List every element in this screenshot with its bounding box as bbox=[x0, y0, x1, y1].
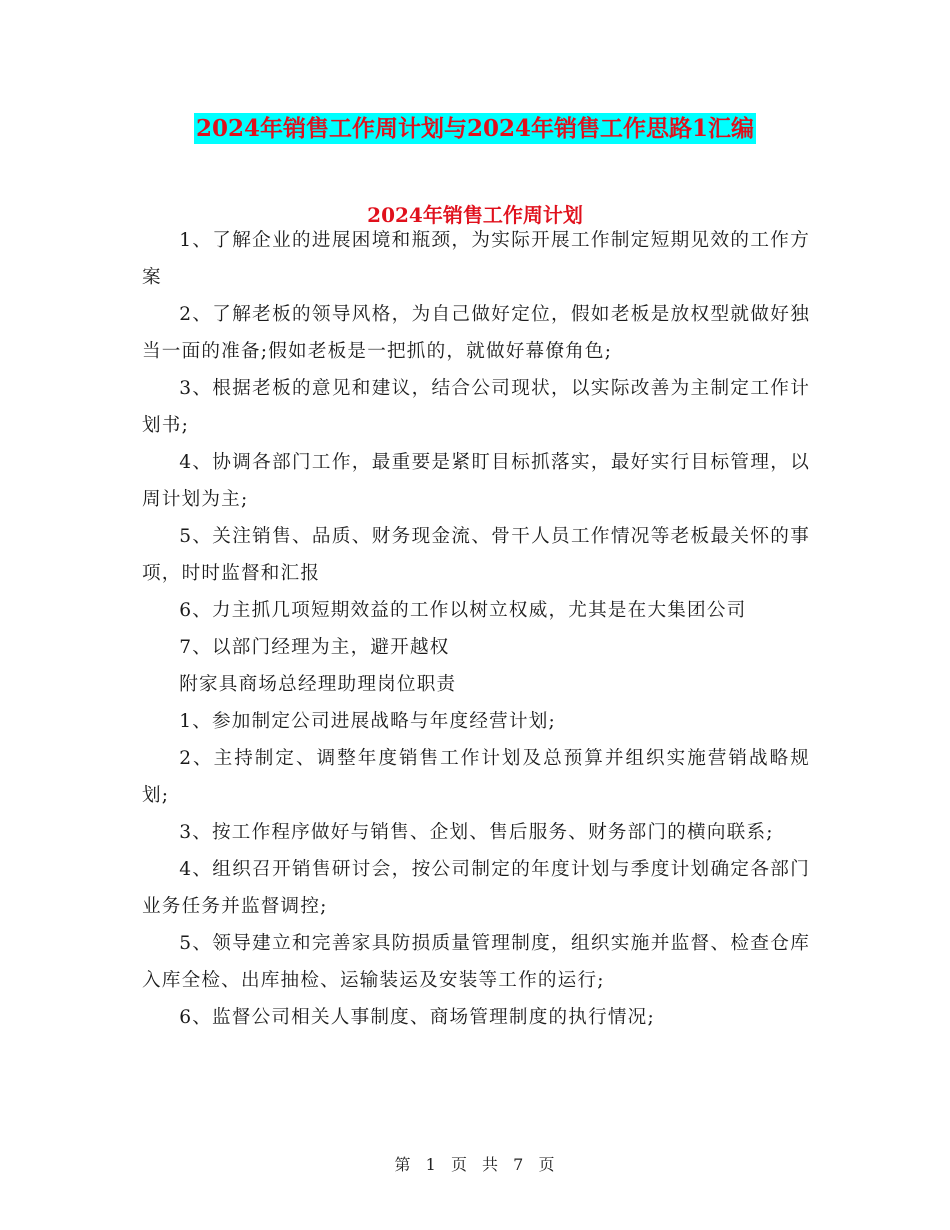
paragraph: 5、领导建立和完善家具防损质量管理制度，组织实施并监督、检查仓库入库全检、出库抽检、运输装运及安装等工作的运行; bbox=[142, 933, 810, 991]
paragraph: 6、力主抓几项短期效益的工作以树立权威，尤其是在大集团公司 bbox=[179, 600, 747, 621]
footer-prefix: 第 bbox=[394, 1155, 412, 1174]
paragraph: 4、组织召开销售研讨会，按公司制定的年度计划与季度计划确定各部门业务任务并监督调控; bbox=[142, 859, 810, 917]
footer-total-prefix: 共 bbox=[482, 1155, 500, 1174]
paragraph: 3、根据老板的意见和建议，结合公司现状，以实际改善为主制定工作计划书; bbox=[142, 378, 810, 436]
footer-current-page: 1 bbox=[425, 1155, 437, 1174]
paragraph: 1、参加制定公司进展战略与年度经营计划; bbox=[179, 711, 556, 732]
paragraph: 3、按工作程序做好与销售、企划、售后服务、财务部门的横向联系; bbox=[179, 822, 774, 843]
paragraph: 2、主持制定、调整年度销售工作计划及总预算并组织实施营销战略规划; bbox=[142, 748, 810, 806]
footer-total-pages: 7 bbox=[513, 1155, 525, 1174]
document-body bbox=[142, 222, 810, 1036]
document-title-text: 2024年销售工作周计划与2024年销售工作思路1汇编 bbox=[195, 115, 755, 142]
paragraph: 附家具商场总经理助理岗位职责 bbox=[179, 674, 457, 695]
footer-total-suffix: 页 bbox=[538, 1155, 556, 1174]
section-title: 2024年销售工作周计划 bbox=[367, 203, 583, 227]
paragraph: 4、协调各部门工作，最重要是紧盯目标抓落实，最好实行目标管理，以周计划为主; bbox=[142, 452, 810, 510]
paragraph: 2、了解老板的领导风格，为自己做好定位，假如老板是放权型就做好独当一面的准备;假如老板是一把抓的，就做好幕僚角色; bbox=[142, 304, 810, 362]
page-footer bbox=[0, 1152, 950, 1175]
paragraph: 1、了解企业的进展困境和瓶颈，为实际开展工作制定短期见效的工作方案 bbox=[142, 230, 810, 288]
footer-page-word: 页 bbox=[450, 1155, 468, 1174]
paragraph: 7、以部门经理为主，避开越权 bbox=[179, 637, 450, 658]
paragraph: 5、关注销售、品质、财务现金流、骨干人员工作情况等老板最关怀的事项，时时监督和汇报 bbox=[142, 526, 810, 584]
paragraph: 6、监督公司相关人事制度、商场管理制度的执行情况; bbox=[179, 1007, 655, 1028]
document-title bbox=[0, 112, 950, 146]
